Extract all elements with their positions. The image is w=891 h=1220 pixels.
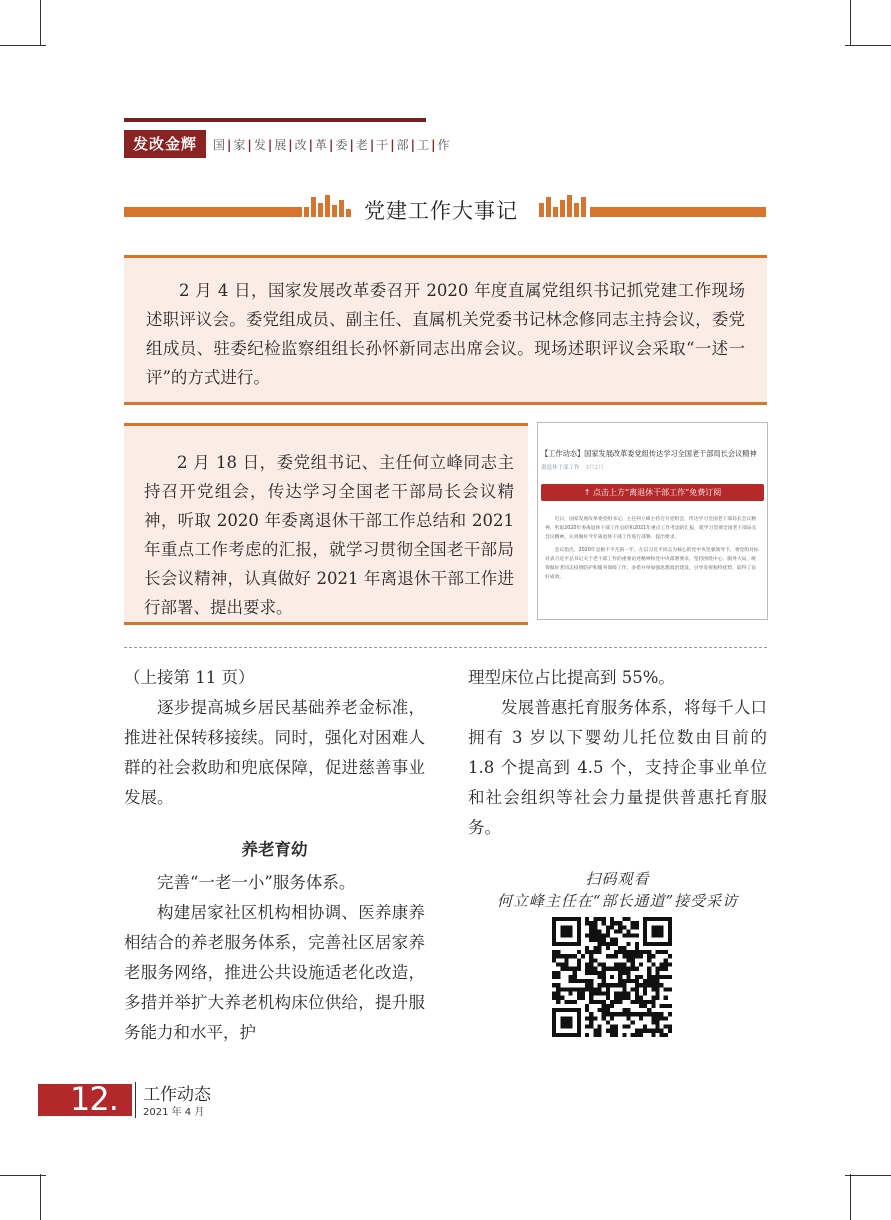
scan-caption: 扫码观看 — [585, 870, 650, 888]
screenshot-title: 【工作动态】国家发展改革委党组传达学习全国老干部局长会议精神 — [541, 449, 757, 458]
tagline-separator: | — [410, 138, 417, 152]
screenshot-source: 离退休干部工作 — [541, 465, 580, 471]
paragraph: 构建居家社区机构相协调、医养康养相结合的养老服务体系，完善社区居家养老服务网络，推进公共设施适老化改造，多措并举扩大养老机构床位供给，提升服务能力和水平，护 — [124, 903, 425, 1042]
bar-ornament-right — [539, 193, 587, 217]
crop-mark — [845, 1175, 891, 1176]
crop-mark — [40, 0, 41, 46]
tagline-separator: | — [247, 138, 253, 152]
event-box-2 — [124, 423, 528, 625]
paragraph: 完善“一老一小”服务体系。 — [157, 873, 356, 892]
publication-date: 2021 年 4 月 — [143, 1107, 205, 1118]
event-text: 2 月 18 日，委党组书记、主任何立峰同志主持召开党组会，传达学习全国老干部局长会议精神，听取 2020 年委离退休干部工作总结和 2021 年重点工作考虑的汇报，就学习贯彻全国老干部局长会议精神，认真做好 2021 年离退休干部工作进行部署、提出要求。 — [144, 453, 514, 617]
screenshot-paragraph: 近日，国家发展改革委党组书记、主任何立峰主持召开党组会，传达学习全国老干部局长会议精神，听取2020年委离退休干部工作总结和2021年重点工作考虑的汇报，就学习贯彻全国老干部局长会议精神，认真做好今年离退休干部工作进行部署、提出要求。 — [545, 517, 757, 540]
tagline-separator: | — [369, 138, 376, 152]
paragraph: 理型床位占比提高到 55%。 — [468, 668, 675, 687]
crop-mark — [850, 1174, 851, 1220]
brand-logo: 发改金辉 — [124, 130, 206, 158]
tagline-char: 委 — [335, 138, 349, 152]
tagline-separator: | — [308, 138, 315, 152]
header-rule — [124, 118, 426, 122]
tagline-char: 工 — [417, 138, 431, 152]
section-title: 党建工作大事记 — [364, 199, 518, 223]
subheading: 养老育幼 — [241, 840, 308, 859]
paragraph: 发展普惠托育服务体系，将每千人口拥有 3 岁以下婴幼儿托位数由目前的 1.8 个提高到 4.5 个，支持企事业单位和社会组织等社会力量提供普惠托育服务。 — [468, 698, 767, 837]
event-box-1 — [124, 255, 767, 405]
tagline-separator: | — [390, 138, 396, 152]
event-text: 2 月 4 日，国家发展改革委召开 2020 年度直属党组织书记抓党建工作现场述职评议会。委党组成员、副主任、直属机关党委书记林念修同志主持会议，委党组成员、驻委纪检监察组组长孙怀新同志出席会议。现场述职评议会采取“一述一评”的方式进行。 — [146, 281, 745, 387]
tagline-char: 家 — [233, 138, 247, 152]
tagline-separator: | — [349, 138, 355, 152]
screenshot-date: 3月2日 — [585, 465, 604, 471]
tagline-separator: | — [227, 138, 233, 152]
tagline-char: 老 — [355, 138, 369, 152]
tagline-char: 展 — [274, 138, 288, 152]
scan-caption-detail: 何立峰主任在“部长通道”接受采访 — [496, 892, 739, 910]
article-left-column-2 — [124, 868, 425, 1048]
column-tagline — [212, 136, 451, 153]
crop-mark — [40, 1174, 41, 1220]
dashed-divider — [124, 647, 767, 648]
tagline-char: 国 — [213, 138, 227, 152]
tagline-char: 发 — [253, 138, 267, 152]
tagline-char: 作 — [437, 138, 451, 152]
qr-code[interactable] — [552, 917, 672, 1037]
tagline-separator: | — [288, 138, 294, 152]
screenshot-meta — [541, 463, 604, 471]
crop-mark — [0, 1175, 46, 1176]
tagline-char: 干 — [376, 138, 390, 152]
tagline-char: 部 — [396, 138, 410, 152]
tagline-char: 改 — [294, 138, 308, 152]
bar-ornament-left — [304, 193, 352, 217]
subscribe-button: ↑ 点击上方“离退休干部工作”免费订阅 — [541, 484, 764, 501]
tagline-separator: | — [431, 138, 437, 152]
screenshot-body — [541, 507, 764, 615]
screenshot-paragraph: 会议指出，2020年是极不平凡的一年，在以习近平同志为核心的党中央坚强领导下，委党组对标对表习近平总书记关于老干部工作的重要论述精神和党中央部署要求，坚持围绕中心、服务大局，统筹做好老同志疫情防护和服务保障工作，多措并举加强思想政治建设，引导发挥独特优势，取得了良好成效。 — [545, 548, 759, 580]
crop-mark — [845, 45, 891, 46]
continued-note: （上接第 11 页） — [124, 668, 255, 687]
footer-divider — [135, 1082, 136, 1118]
publication-name: 工作动态 — [143, 1085, 211, 1105]
tagline-char: 革 — [315, 138, 329, 152]
paragraph: 逐步提高城乡居民基础养老金标准，推进社保转移接续。同时，强化对困难人群的社会救助和兜底保障，促进慈善事业发展。 — [124, 698, 425, 807]
article-left-column — [124, 663, 425, 813]
crop-mark — [0, 45, 46, 46]
page-number: 12. — [70, 1080, 118, 1118]
tagline-separator: | — [329, 138, 335, 152]
crop-mark — [850, 0, 851, 46]
article-right-column — [468, 663, 767, 843]
article-screenshot — [537, 422, 768, 620]
tagline-separator: | — [267, 138, 274, 152]
